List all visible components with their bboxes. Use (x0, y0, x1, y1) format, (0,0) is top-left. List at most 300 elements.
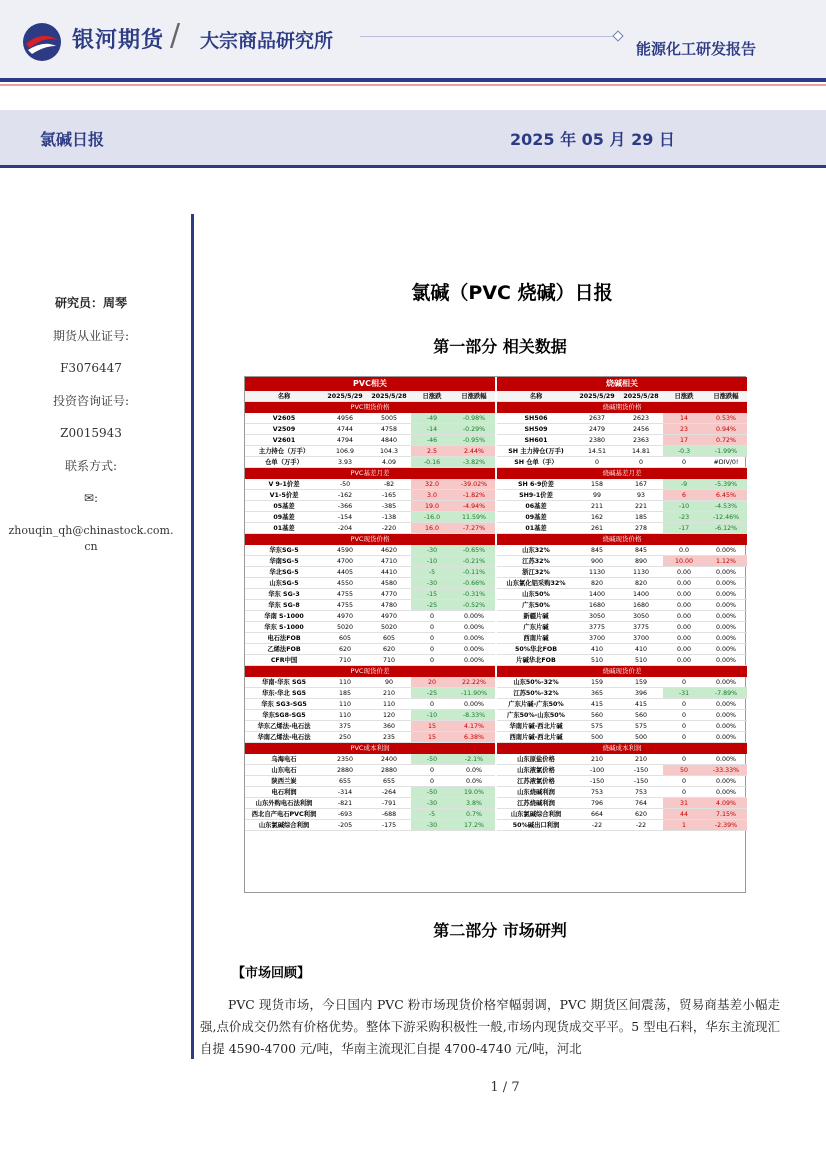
table-cell: 0.00% (715, 778, 736, 785)
table-row (497, 765, 747, 776)
table-cell: 106.9 (335, 448, 355, 455)
table-cell: -175 (381, 822, 397, 829)
table-row (245, 798, 495, 809)
table-cell: 50%碱出口利润 (512, 822, 560, 829)
table-cell: 0.00% (715, 646, 736, 653)
table-row (497, 512, 747, 523)
table-cell: -154 (337, 514, 353, 521)
table-cell: 396 (634, 690, 648, 697)
table-cell: 0.00% (463, 624, 484, 631)
table-cell: 3.93 (337, 459, 353, 466)
table-cell: 17.2% (453, 820, 495, 830)
table-cell: -162 (337, 492, 353, 499)
table-cell: 110 (338, 679, 352, 686)
table-title: PVC相关 (245, 377, 495, 391)
table-cell: 4410 (380, 569, 398, 576)
table-cell: -82 (383, 481, 395, 488)
table-cell: 415 (590, 701, 604, 708)
table-cell: -30 (411, 578, 453, 588)
section-title: PVC基差月差 (245, 468, 495, 479)
table-cell: 14.81 (631, 448, 651, 455)
table-row (245, 688, 495, 699)
table-cell: 0.00 (676, 580, 692, 587)
table-cell: 11.59% (453, 512, 495, 522)
table-cell: 31 (663, 798, 705, 808)
table-cell: 1130 (632, 569, 650, 576)
table-cell: SH601 (524, 437, 548, 444)
table-cell: 710 (382, 657, 396, 664)
table-cell: -165 (381, 492, 397, 499)
table-row (245, 457, 495, 468)
table-cell: 山东外购电石法利润 (255, 800, 313, 807)
table-cell: 0.00% (715, 723, 736, 730)
table-cell: 0.00% (715, 602, 736, 609)
table-cell: -5.39% (705, 479, 747, 489)
table-cell: 0 (681, 712, 686, 719)
table-cell: 江苏烧碱利润 (517, 800, 555, 807)
table-cell: 3700 (632, 635, 650, 642)
table-cell: -0.95% (453, 435, 495, 445)
table-row (497, 677, 747, 688)
table-cell: -100 (589, 767, 605, 774)
table-cell: 796 (590, 800, 604, 807)
table-cell: 4794 (336, 437, 354, 444)
table-cell: 4755 (336, 602, 354, 609)
table-row (497, 787, 747, 798)
table-cell: 0 (429, 635, 434, 642)
table-cell: 0 (594, 459, 599, 466)
table-cell: -0.21% (453, 556, 495, 566)
table-row (245, 413, 495, 424)
table-cell: 0.00% (715, 734, 736, 741)
table-cell: 华东乙烯法-电石法 (257, 723, 311, 730)
table-cell: 0 (681, 756, 686, 763)
table-cell: 山东原盐价格 (517, 756, 555, 763)
table-cell: 0.00 (676, 624, 692, 631)
table-cell: 浙江32% (522, 569, 550, 576)
table-cell: SH506 (524, 415, 548, 422)
table-cell: 0.00% (715, 657, 736, 664)
table-row (497, 490, 747, 501)
table-row (245, 699, 495, 710)
sidebar-divider (191, 214, 194, 1059)
table-row (245, 501, 495, 512)
table-cell: 2.5 (411, 446, 453, 456)
header-cell: 2025/5/28 (623, 393, 659, 400)
table-cell: 0 (429, 646, 434, 653)
table-row (497, 479, 747, 490)
table-row (245, 578, 495, 589)
table-cell: -6.12% (705, 523, 747, 533)
table-cell: -1.99% (705, 446, 747, 456)
table-row (245, 622, 495, 633)
table-cell: 4970 (336, 613, 354, 620)
table-cell: 0.00% (715, 635, 736, 642)
header-cell: 日涨跌 (422, 393, 442, 400)
table-cell: 15 (411, 732, 453, 742)
table-cell: 01基差 (273, 525, 295, 532)
table-cell: V2509 (272, 426, 296, 433)
table-cell: 山东50%-32% (513, 679, 559, 686)
table-row (245, 512, 495, 523)
table-cell: 162 (590, 514, 604, 521)
table-cell: V1-5价差 (269, 492, 299, 499)
table-cell: 1130 (588, 569, 606, 576)
table-cell: 99 (592, 492, 601, 499)
table-cell: 0.00 (676, 591, 692, 598)
header-stripe (0, 78, 826, 82)
table-cell: 4590 (336, 547, 354, 554)
table-cell: 3775 (588, 624, 606, 631)
table-cell: 365 (590, 690, 604, 697)
table-cell: 0.00 (676, 613, 692, 620)
table-cell: 山东32% (522, 547, 550, 554)
table-cell: -2.1% (453, 754, 495, 764)
table-cell: 167 (634, 481, 648, 488)
table-cell: -220 (381, 525, 397, 532)
table-row (245, 820, 495, 831)
header-cell: 2025/5/28 (371, 393, 407, 400)
table-row (497, 600, 747, 611)
table-cell: 江苏液氯价格 (517, 778, 555, 785)
table-cell: -50 (411, 787, 453, 797)
table-cell: 20 (411, 677, 453, 687)
table-row (245, 655, 495, 666)
table-cell: 0.00 (676, 646, 692, 653)
table-cell: SH 6-9价差 (518, 481, 554, 488)
table-cell: -0.98% (453, 413, 495, 423)
table-cell: -7.27% (453, 523, 495, 533)
market-paragraph: PVC 现货市场，今日国内 PVC 粉市场现货价格窄幅弱调，PVC 期货区间震荡，贸易商基差小幅走强,点价成交仍然有价格优势。整体下游采购积极性一般,市场内现货成交平平。5 型电石料，华东主流现汇自提 4590-4700 元/吨，华南主流现汇自提 4700-4740 元/吨，河北 (200, 997, 780, 1056)
table-cell: 3.0 (411, 490, 453, 500)
table-cell: 2880 (336, 767, 354, 774)
table-cell: 845 (590, 547, 604, 554)
table-cell: -7.89% (705, 688, 747, 698)
table-cell: 820 (634, 580, 648, 587)
table-cell: -0.11% (453, 567, 495, 577)
table-row (245, 754, 495, 765)
table-row (245, 809, 495, 820)
table-cell: -204 (337, 525, 353, 532)
table-row (497, 611, 747, 622)
section-title: PVC现货价格 (245, 534, 495, 545)
sidebar (0, 295, 182, 575)
table-cell: 华南 S-1000 (264, 613, 304, 620)
table-cell: -10 (411, 710, 453, 720)
table-cell: -0.52% (453, 600, 495, 610)
table-cell: 16.0 (411, 523, 453, 533)
table-cell: -0.3 (663, 446, 705, 456)
researcher: 研究员：周琴 (54, 296, 127, 310)
table-cell: 0.00% (715, 580, 736, 587)
table-row (497, 710, 747, 721)
table-cell: 0 (681, 723, 686, 730)
table-cell: -22 (591, 822, 603, 829)
table-row (497, 523, 747, 534)
table-cell: 05基差 (273, 503, 295, 510)
table-cell: 华南-华东 SG5 (261, 679, 307, 686)
header-cell: 名称 (277, 393, 291, 400)
table-cell: 620 (338, 646, 352, 653)
table-cell: 09基差 (525, 514, 547, 521)
table-cell: 西南片碱-西北片碱 (509, 734, 563, 741)
table-cell: -150 (589, 778, 605, 785)
table-row (245, 589, 495, 600)
table-cell: -31 (663, 688, 705, 698)
table-cell: 4.09 (381, 459, 397, 466)
table-row (245, 435, 495, 446)
galaxy-logo-icon (22, 22, 62, 62)
header-cell: 2025/5/29 (327, 393, 363, 400)
table-row (245, 644, 495, 655)
contact-label: 联系方式: (64, 458, 118, 473)
table-cell: 0.0% (466, 778, 482, 785)
table-cell: 0.00% (715, 679, 736, 686)
table-cell: -314 (337, 789, 353, 796)
table-cell: -12.46% (705, 512, 747, 522)
table-cell: 09基差 (273, 514, 295, 521)
table-row (497, 457, 747, 468)
table-row (497, 556, 747, 567)
table-cell: -30 (411, 820, 453, 830)
table-cell: 0 (429, 701, 434, 708)
table-cell: #DIV/0! (713, 459, 739, 466)
header-row (245, 391, 495, 402)
table-cell: 4758 (380, 426, 398, 433)
table-row (497, 721, 747, 732)
table-cell: 华东-华北 SG5 (261, 690, 307, 697)
table-cell: 210 (590, 756, 604, 763)
table-cell: 江苏32% (522, 558, 550, 565)
table-cell: 360 (382, 723, 396, 730)
table-cell: 4710 (380, 558, 398, 565)
table-row (497, 589, 747, 600)
table-cell: 845 (634, 547, 648, 554)
table-cell: 3050 (632, 613, 650, 620)
table-cell: SH9-1价差 (519, 492, 553, 499)
table-cell: 乌海电石 (271, 756, 297, 763)
table-cell: SH 仓单（手） (514, 459, 558, 466)
table-cell: 0 (429, 657, 434, 664)
table-cell: 0.7% (453, 809, 495, 819)
table-row (497, 413, 747, 424)
table-cell: 32.0 (411, 479, 453, 489)
table-cell: 560 (590, 712, 604, 719)
section-title: PVC成本利润 (245, 743, 495, 754)
pvc-table (245, 377, 495, 892)
table-cell: 华东 SG-8 (268, 602, 300, 609)
table-cell: 0.00% (463, 701, 484, 708)
table-cell: 山东氯碱综合利润 (510, 811, 562, 818)
table-row (245, 611, 495, 622)
table-cell: -33.33% (705, 765, 747, 775)
table-cell: 104.3 (379, 448, 399, 455)
table-cell: 110 (338, 701, 352, 708)
table-row (497, 754, 747, 765)
table-cell: 2350 (336, 756, 354, 763)
table-cell: 片碱华北FOB (516, 657, 556, 664)
table-cell: 0.0% (466, 767, 482, 774)
table-cell: 6.45% (705, 490, 747, 500)
table-cell: 广东片碱 (523, 624, 549, 631)
table-cell: 2479 (588, 426, 606, 433)
table-cell: 电石法FOB (267, 635, 301, 642)
table-row (497, 446, 747, 457)
logo-slash: / (170, 18, 181, 53)
table-cell: 0 (681, 778, 686, 785)
table-cell: 19.0% (453, 787, 495, 797)
table-cell: 1680 (588, 602, 606, 609)
table-cell: -821 (337, 800, 353, 807)
table-cell: 华南片碱-西北片碱 (509, 723, 563, 730)
table-cell: -791 (381, 800, 397, 807)
table-cell: 山东SG-5 (269, 580, 299, 587)
table-cell: -8.33% (453, 710, 495, 720)
table-cell: 2363 (632, 437, 650, 444)
table-cell: -5 (411, 809, 453, 819)
table-cell: 710 (338, 657, 352, 664)
table-cell: 14.51 (587, 448, 607, 455)
table-cell: 4780 (380, 602, 398, 609)
table-cell: -16.0 (411, 512, 453, 522)
table-cell: 仓单（万手） (265, 459, 303, 466)
email-icon: ✉: (83, 491, 99, 505)
table-row (497, 644, 747, 655)
table-cell: 陕西兰炭 (271, 778, 297, 785)
table-cell: 4.17% (453, 721, 495, 731)
table-cell: 0.53% (705, 413, 747, 423)
table-cell: 主力持仓（万手） (258, 448, 310, 455)
table-cell: -11.90% (453, 688, 495, 698)
table-row (245, 721, 495, 732)
table-cell: 山东氯化铝采购32% (506, 580, 566, 587)
table-cell: -9 (663, 479, 705, 489)
table-cell: 4620 (380, 547, 398, 554)
report-subtitle: 氯碱日报 (40, 130, 105, 149)
market-review-heading: 【市场回顾】 (232, 966, 311, 981)
table-row (245, 479, 495, 490)
table-cell: 7.15% (705, 809, 747, 819)
table-row (497, 424, 747, 435)
header-rule (360, 36, 620, 37)
table-cell: V2605 (272, 415, 296, 422)
table-cell: 19.0 (411, 501, 453, 511)
document-title: 氯碱（PVC 烧碱）日报 (411, 282, 613, 304)
table-cell: 2400 (380, 756, 398, 763)
table-cell: -2.39% (705, 820, 747, 830)
table-cell: 江苏50%-32% (513, 690, 559, 697)
table-cell: 655 (382, 778, 396, 785)
table-cell: 0 (681, 459, 686, 466)
table-cell: 1400 (588, 591, 606, 598)
header-cell: 日涨跌幅 (461, 393, 487, 400)
table-cell: 278 (634, 525, 648, 532)
table-cell: -25 (411, 600, 453, 610)
table-cell: 06基差 (525, 503, 547, 510)
table-cell: 4700 (336, 558, 354, 565)
table-cell: 0.00% (463, 657, 484, 664)
table-cell: 17 (663, 435, 705, 445)
section-title: PVC现货价差 (245, 666, 495, 677)
table-title: 烧碱相关 (497, 377, 747, 391)
table-row (497, 699, 747, 710)
table-cell: 375 (338, 723, 352, 730)
table-row (497, 578, 747, 589)
header-cell: 名称 (529, 393, 543, 400)
table-cell: 3.8% (453, 798, 495, 808)
table-cell: -5 (411, 567, 453, 577)
table-cell: 4970 (380, 613, 398, 620)
table-cell: 2623 (632, 415, 650, 422)
table-cell: 广东50% (522, 602, 550, 609)
table-cell: -366 (337, 503, 353, 510)
email-link[interactable]: zhouqin_qh@chinastock.com.cn (8, 523, 174, 553)
table-cell: 广东50%-山东50% (507, 712, 565, 719)
table-cell: 华东 S-1000 (264, 624, 304, 631)
table-cell: 山东电石 (271, 767, 297, 774)
table-cell: SH 主力持仓(万手) (508, 448, 564, 455)
table-cell: 0.00% (463, 613, 484, 620)
subtitle-band (0, 110, 826, 165)
table-cell: 电石利润 (271, 789, 297, 796)
table-row (245, 677, 495, 688)
table-cell: 415 (634, 701, 648, 708)
table-cell: 5020 (380, 624, 398, 631)
table-cell: 23 (663, 424, 705, 434)
table-row (245, 567, 495, 578)
table-cell: -23 (663, 512, 705, 522)
table-cell: 2880 (380, 767, 398, 774)
section-title: 烧碱现货价差 (497, 666, 747, 677)
table-cell: 44 (663, 809, 705, 819)
section-title: PVC期货价格 (245, 402, 495, 413)
table-cell: 14 (663, 413, 705, 423)
table-row (245, 424, 495, 435)
table-cell: -0.65% (453, 545, 495, 555)
table-cell: 0 (638, 459, 643, 466)
license-number: F3076447 (60, 361, 122, 375)
table-cell: 185 (634, 514, 648, 521)
table-cell: -0.31% (453, 589, 495, 599)
table-cell: 2637 (588, 415, 606, 422)
table-cell: 211 (590, 503, 604, 510)
table-cell: 4770 (380, 591, 398, 598)
table-cell: V 9-1价差 (268, 481, 300, 488)
table-cell: 158 (590, 481, 604, 488)
table-cell: -25 (411, 688, 453, 698)
table-cell: 500 (590, 734, 604, 741)
table-row (245, 765, 495, 776)
table-cell: -39.02% (453, 479, 495, 489)
table-row (245, 490, 495, 501)
table-cell: 620 (634, 811, 648, 818)
table-cell: 5005 (380, 415, 398, 422)
table-cell: 210 (382, 690, 396, 697)
table-cell: -150 (633, 778, 649, 785)
table-cell: 820 (590, 580, 604, 587)
table-cell: -10 (411, 556, 453, 566)
table-row (497, 545, 747, 556)
table-cell: 410 (590, 646, 604, 653)
table-cell: 乙烯法FOB (267, 646, 301, 653)
section-heading-2: 第二部分 市场研判 (433, 921, 567, 940)
table-cell: 221 (634, 503, 648, 510)
table-cell: 华东SG8-SG5 (262, 712, 306, 719)
header-stripe-accent (0, 84, 826, 86)
table-cell: -150 (633, 767, 649, 774)
section-title: 烧碱成本利润 (497, 743, 747, 754)
table-cell: 6 (663, 490, 705, 500)
